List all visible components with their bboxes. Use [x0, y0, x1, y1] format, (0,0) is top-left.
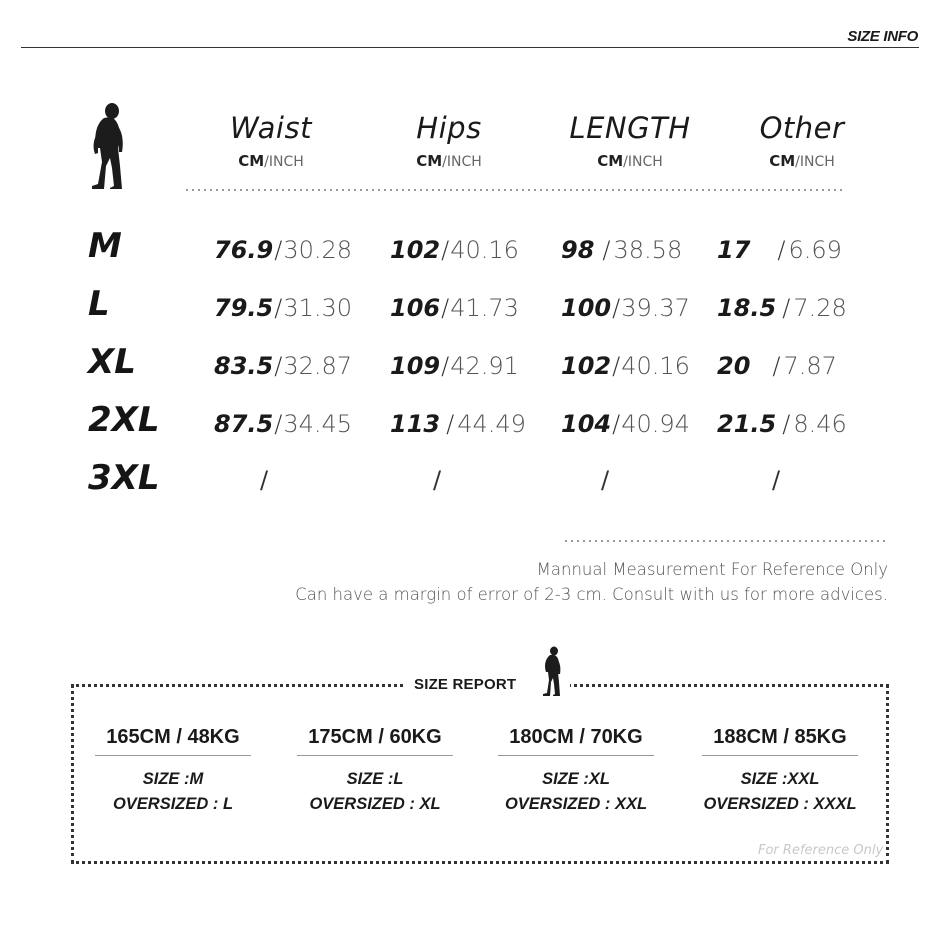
notes-dotted-divider [563, 540, 885, 542]
size-report-item [277, 725, 473, 815]
cell-xl-other: 20 / 7.87 [717, 352, 837, 380]
oversized-size: OVERSIZED : XXL [504, 795, 648, 813]
cell-l-length: 100/39.37 [561, 294, 690, 322]
note-margin: Can have a margin of error of 2-3 cm. Consult with us for more advices. [295, 585, 888, 604]
column-header-length [545, 110, 715, 171]
recommended-size: SIZE :M [142, 770, 204, 788]
size-label-xl: XL [88, 342, 136, 382]
cell-3xl-hips: / [433, 466, 442, 494]
cell-2xl-length: 104/40.94 [561, 410, 690, 438]
body-measurement: 175CM / 60KG [297, 725, 453, 756]
size-label-2xl: 2XL [88, 400, 160, 440]
column-name: Hips [416, 111, 482, 145]
cell-3xl-other: / [772, 466, 781, 494]
column-unit: CM/INCH [597, 152, 663, 170]
cell-xl-waist: 83.5/32.87 [214, 352, 353, 380]
column-name: Other [759, 111, 845, 145]
reference-footnote: For Reference Only [758, 843, 884, 858]
column-name: Waist [230, 111, 312, 145]
body-measurement: 188CM / 85KG [702, 725, 858, 756]
standing-person-silhouette-icon [540, 646, 564, 696]
recommended-size: SIZE :L [346, 770, 404, 788]
column-unit: CM/INCH [416, 152, 482, 170]
cell-l-waist: 79.5/31.30 [214, 294, 353, 322]
page-title: SIZE INFO [847, 28, 918, 45]
cell-3xl-waist: / [260, 466, 269, 494]
cell-xl-hips: 109/42.91 [390, 352, 519, 380]
size-label-3xl: 3XL [88, 458, 160, 498]
size-report-title: SIZE REPORT [414, 676, 517, 693]
cell-m-waist: 76.9/30.28 [214, 236, 353, 264]
oversized-size: OVERSIZED : XXXL [703, 795, 857, 813]
recommended-size: SIZE :XL [542, 770, 610, 788]
column-name: LENGTH [569, 111, 691, 145]
size-report-item [478, 725, 674, 815]
note-reference: Mannual Measurement For Reference Only [536, 560, 888, 579]
body-measurement: 165CM / 48KG [95, 725, 251, 756]
cell-2xl-hips: 113 / 44.49 [390, 410, 526, 438]
column-header-waist [186, 110, 356, 171]
recommended-size: SIZE :XXL [740, 770, 820, 788]
size-label-m: M [88, 226, 122, 266]
standing-person-silhouette-icon [86, 102, 130, 190]
column-header-hips [364, 110, 534, 171]
column-header-other [717, 110, 887, 171]
cell-3xl-length: / [601, 466, 610, 494]
size-report-item [75, 725, 271, 815]
oversized-size: OVERSIZED : XL [309, 795, 441, 813]
size-label-l: L [88, 284, 110, 324]
cell-l-hips: 106/41.73 [390, 294, 519, 322]
cell-xl-length: 102/40.16 [561, 352, 690, 380]
header-dotted-divider [184, 189, 846, 191]
cell-m-length: 98 / 38.58 [561, 236, 683, 264]
body-measurement: 180CM / 70KG [498, 725, 654, 756]
cell-2xl-other: 21.5 / 8.46 [717, 410, 847, 438]
cell-l-other: 18.5 / 7.28 [717, 294, 847, 322]
size-report-item [682, 725, 878, 815]
cell-m-other: 17 / 6.69 [717, 236, 842, 264]
oversized-size: OVERSIZED : L [112, 795, 234, 813]
cell-m-hips: 102/40.16 [390, 236, 519, 264]
column-unit: CM/INCH [769, 152, 835, 170]
size-report-header [406, 640, 570, 696]
header-divider [21, 47, 919, 48]
column-unit: CM/INCH [238, 152, 304, 170]
cell-2xl-waist: 87.5/34.45 [214, 410, 353, 438]
